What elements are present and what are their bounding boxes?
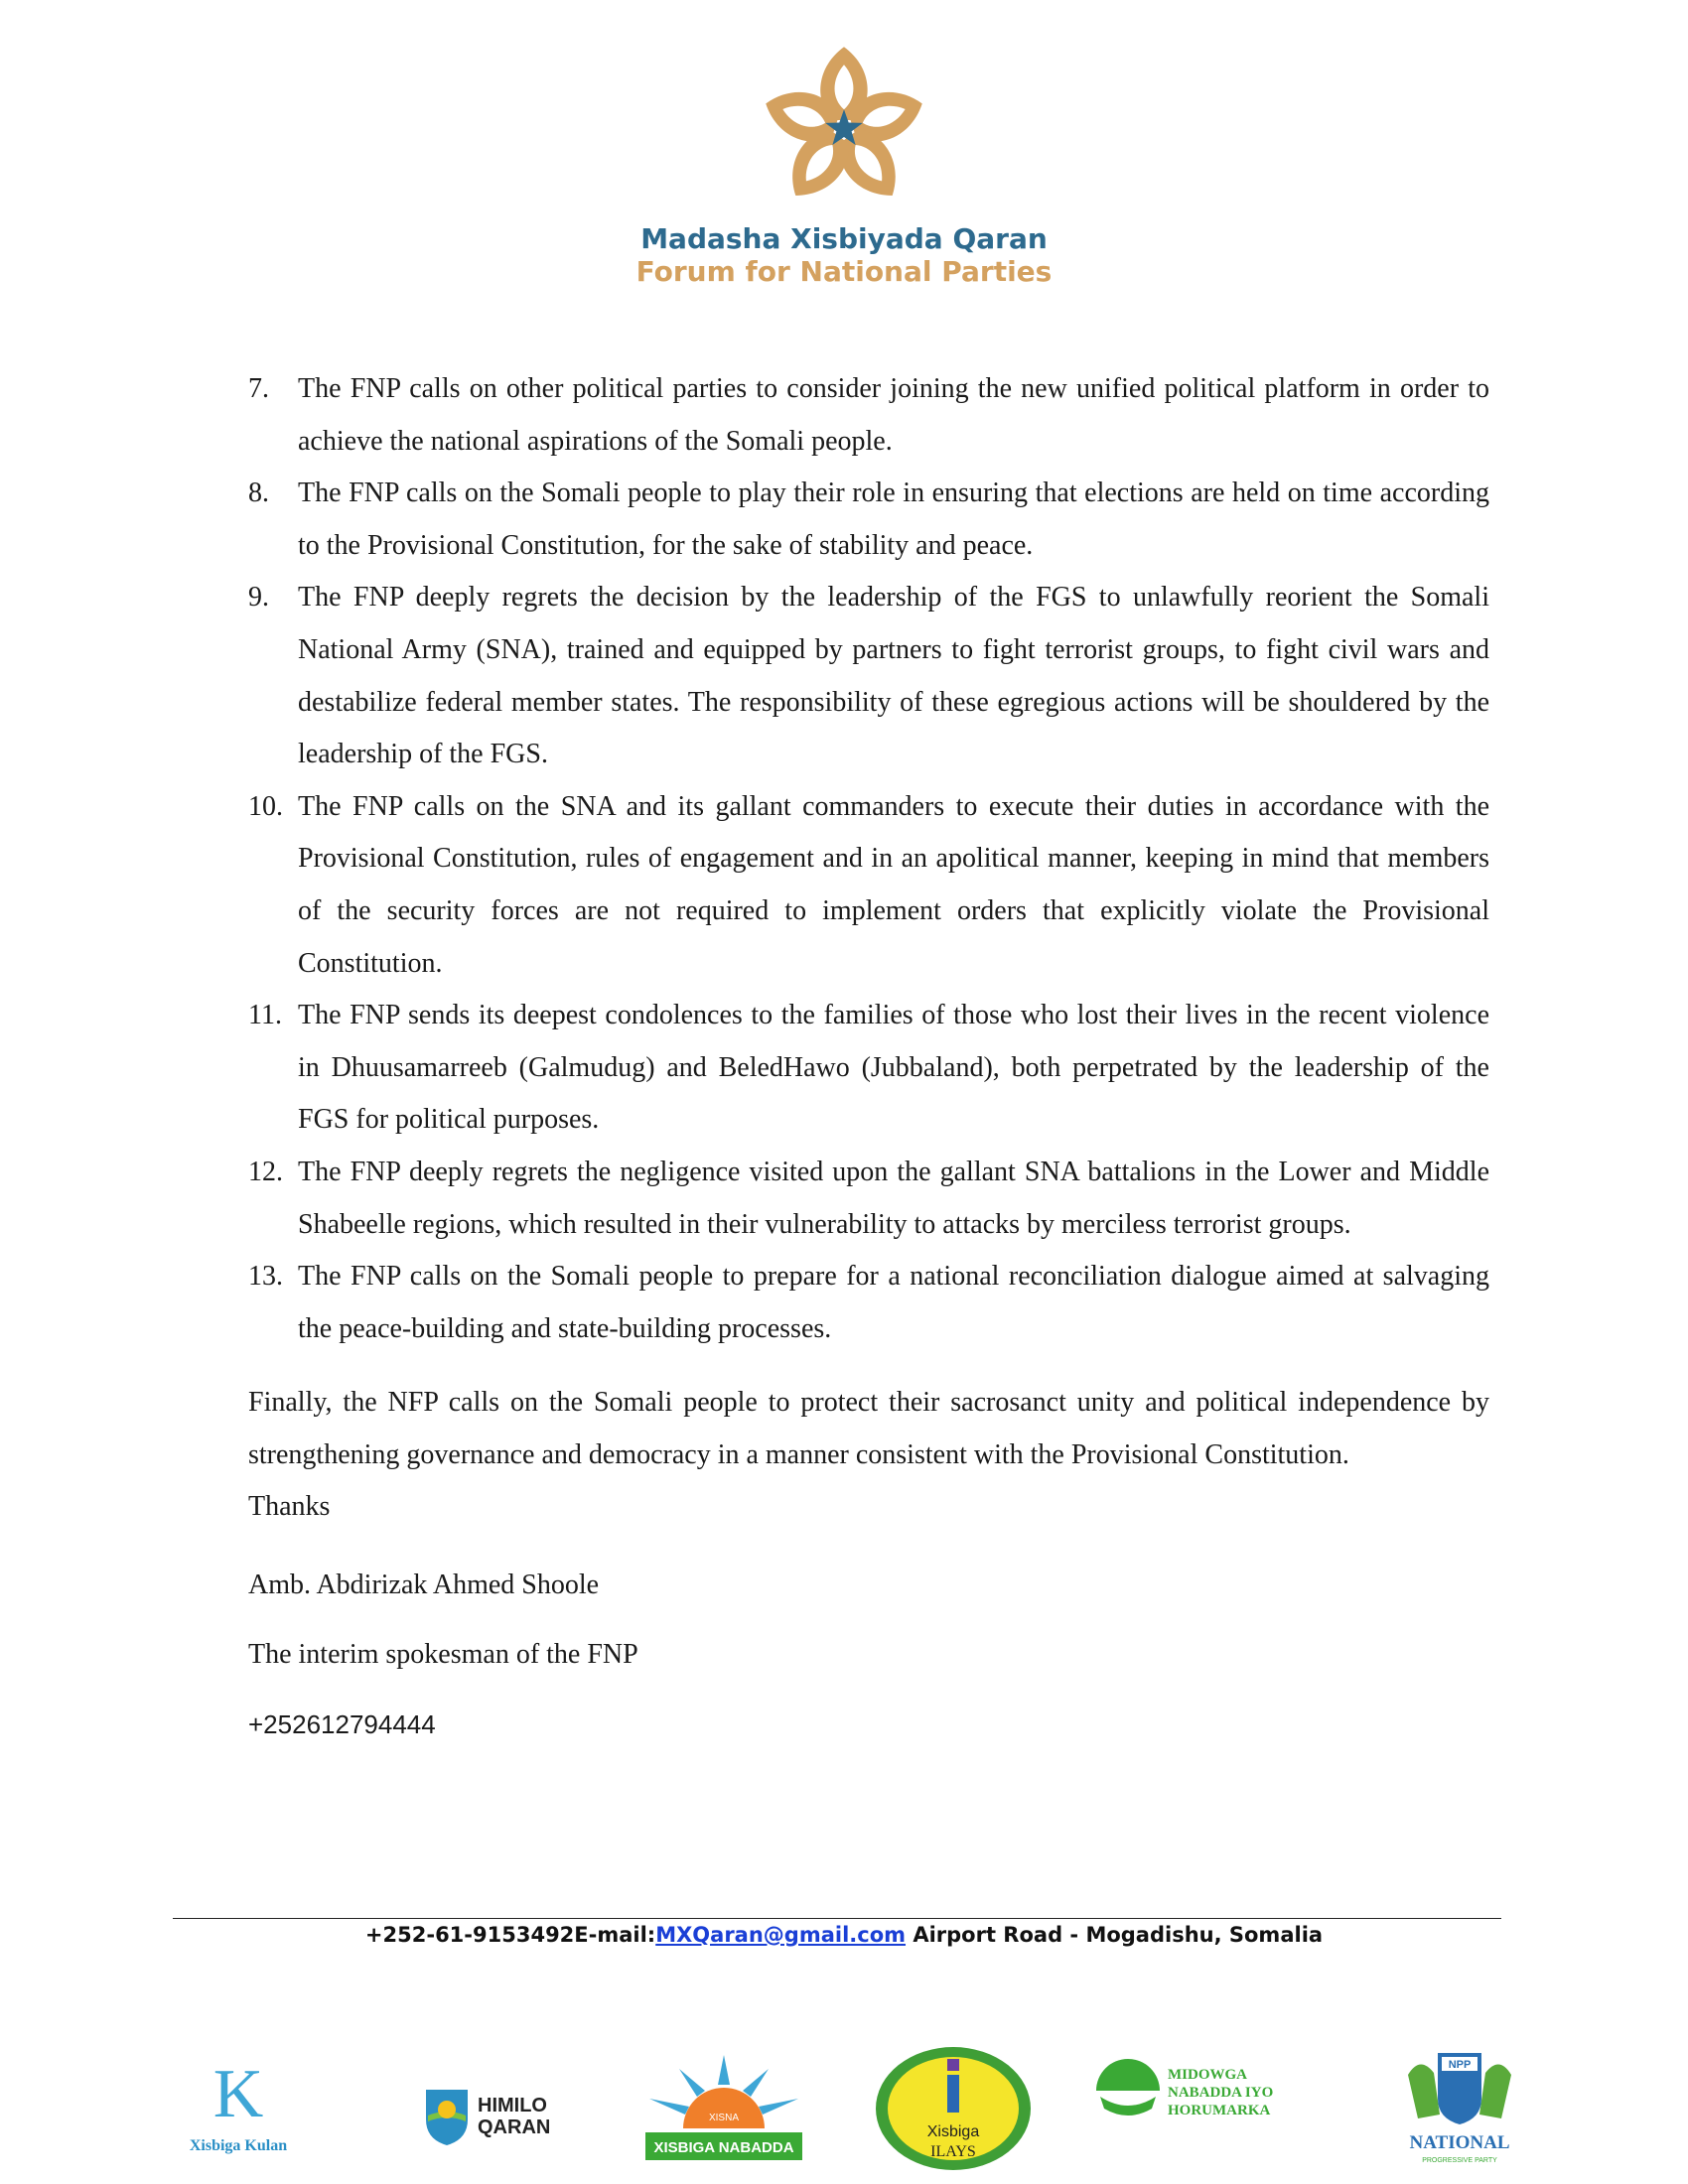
ilays-line2: ILAYS xyxy=(930,2143,976,2160)
nabadda-badge: XISNA xyxy=(708,2113,740,2123)
himilo-line1: HIMILO xyxy=(478,2095,547,2116)
npp-crest-text: NPP xyxy=(1448,2059,1472,2071)
footer-contact xyxy=(0,1923,1688,1947)
item-text: The FNP calls on the SNA and its gallant commanders to execute their duties in accordance with the Provisional Constitution, rules of engagement and in an apolitical manner, keeping in mind that members of the security forces are not required to implement orders that explicitly violate the Provisional Constitution. xyxy=(298,790,1489,979)
kulan-k-icon xyxy=(187,2055,306,2154)
item-number: 7. xyxy=(248,373,269,404)
item-number: 13. xyxy=(248,1261,283,1293)
midowga-line3: HORUMARKA xyxy=(1168,2103,1271,2118)
nabadda-icon xyxy=(643,2055,804,2164)
signatory-phone: +252612794444 xyxy=(248,1709,436,1740)
item-number: 9. xyxy=(248,582,269,614)
item-text: The FNP calls on other political parties to consider joining the new unified political platform in order to achieve the national aspirations of the Somali people. xyxy=(298,373,1489,457)
ilays-laurel-logo xyxy=(874,2045,1033,2172)
himilo-icon xyxy=(422,2080,571,2149)
ilays-line1: Xisbiga xyxy=(926,2123,980,2140)
item-number: 10. xyxy=(248,790,283,822)
midowga-handshake-logo xyxy=(1092,2057,1291,2126)
letter-body xyxy=(248,363,1489,1741)
ilays-icon xyxy=(874,2045,1033,2172)
signatory-title: The interim spokesman of the FNP xyxy=(248,1639,638,1671)
signatory-name: Amb. Abdirizak Ahmed Shoole xyxy=(248,1570,600,1601)
org-name-primary: Madasha Xisbiyada Qaran xyxy=(640,222,1048,255)
midowga-line2: NABADDA IYO xyxy=(1168,2085,1274,2101)
footer-divider xyxy=(173,1918,1501,1919)
list-item xyxy=(248,363,1489,468)
thanks-line: Thanks xyxy=(248,1491,331,1523)
kulan-label: Xisbiga Kulan xyxy=(189,2137,288,2154)
nabadda-label: XISBIGA NABADDA xyxy=(653,2139,794,2156)
item-number: 12. xyxy=(248,1156,283,1187)
closing-paragraph: Finally, the NFP calls on the Somali people to protect their sacrosanct unity and political independence by strengthening governance and democracy in a manner consistent with the Provisional Constitution. xyxy=(248,1387,1489,1470)
item-text: The FNP calls on the Somali people to prepare for a national reconciliation dialogue aimed at salvaging the peace-building and state-building processes. xyxy=(298,1261,1489,1344)
numbered-resolutions xyxy=(248,363,1489,1355)
npp-line2: PROGRESSIVE PARTY xyxy=(1422,2157,1497,2164)
star-emblem-icon xyxy=(755,40,933,218)
item-number: 8. xyxy=(248,478,269,509)
list-item xyxy=(248,468,1489,572)
list-item xyxy=(248,781,1489,990)
letterhead xyxy=(0,40,1688,288)
himilo-line2: QARAN xyxy=(478,2116,551,2138)
list-item xyxy=(248,1251,1489,1355)
footer-phone-email-label: +252-61-9153492E-mail: xyxy=(364,1923,656,1947)
npp-crest-icon xyxy=(1400,2045,1519,2174)
org-name-secondary: Forum for National Parties xyxy=(635,255,1053,288)
item-text: The FNP deeply regrets the decision by the leadership of the FGS to unlawfully reorient the Somali National Army (SNA), trained and equipped by partners to fight terrorist groups, to fight civil wars and destabilize federal member states. The responsibility of these egregious actions will be shouldered by the leadership of the FGS. xyxy=(298,582,1489,770)
midowga-line1: MIDOWGA xyxy=(1168,2067,1247,2083)
list-item xyxy=(248,1147,1489,1251)
npp-crest-logo xyxy=(1400,2045,1519,2174)
item-number: 11. xyxy=(248,1000,282,1031)
item-text: The FNP sends its deepest condolences to the families of those who lost their lives in the recent violence in Dhuusamarreeb (Galmudug) and BeledHawo (Jubbaland), both perpetrated by the leadership of the FGS for political purposes. xyxy=(298,1000,1489,1136)
kulan-k-logo xyxy=(187,2055,306,2154)
kulan-letter: K xyxy=(212,2056,264,2132)
nabadda-sunburst-logo xyxy=(643,2055,804,2164)
item-text: The FNP calls on the Somali people to play their role in ensuring that elections are held on time according to the Provisional Constitution, for the sake of stability and peace. xyxy=(298,478,1489,561)
npp-line1: NATIONAL xyxy=(1409,2132,1510,2153)
list-item xyxy=(248,572,1489,780)
item-text: The FNP deeply regrets the negligence visited upon the gallant SNA battalions in the Lower and Middle Shabeelle regions, which resulted in their vulnerability to attacks by merciless terrorist groups. xyxy=(298,1156,1489,1240)
list-item xyxy=(248,990,1489,1147)
himilo-sunrise-logo xyxy=(422,2080,571,2149)
midowga-icon xyxy=(1092,2057,1291,2126)
footer-email-link[interactable]: MXQaran@gmail.com xyxy=(655,1923,907,1947)
footer-address: Airport Road - Mogadishu, Somalia xyxy=(906,1923,1324,1947)
partner-logos xyxy=(0,2035,1688,2174)
